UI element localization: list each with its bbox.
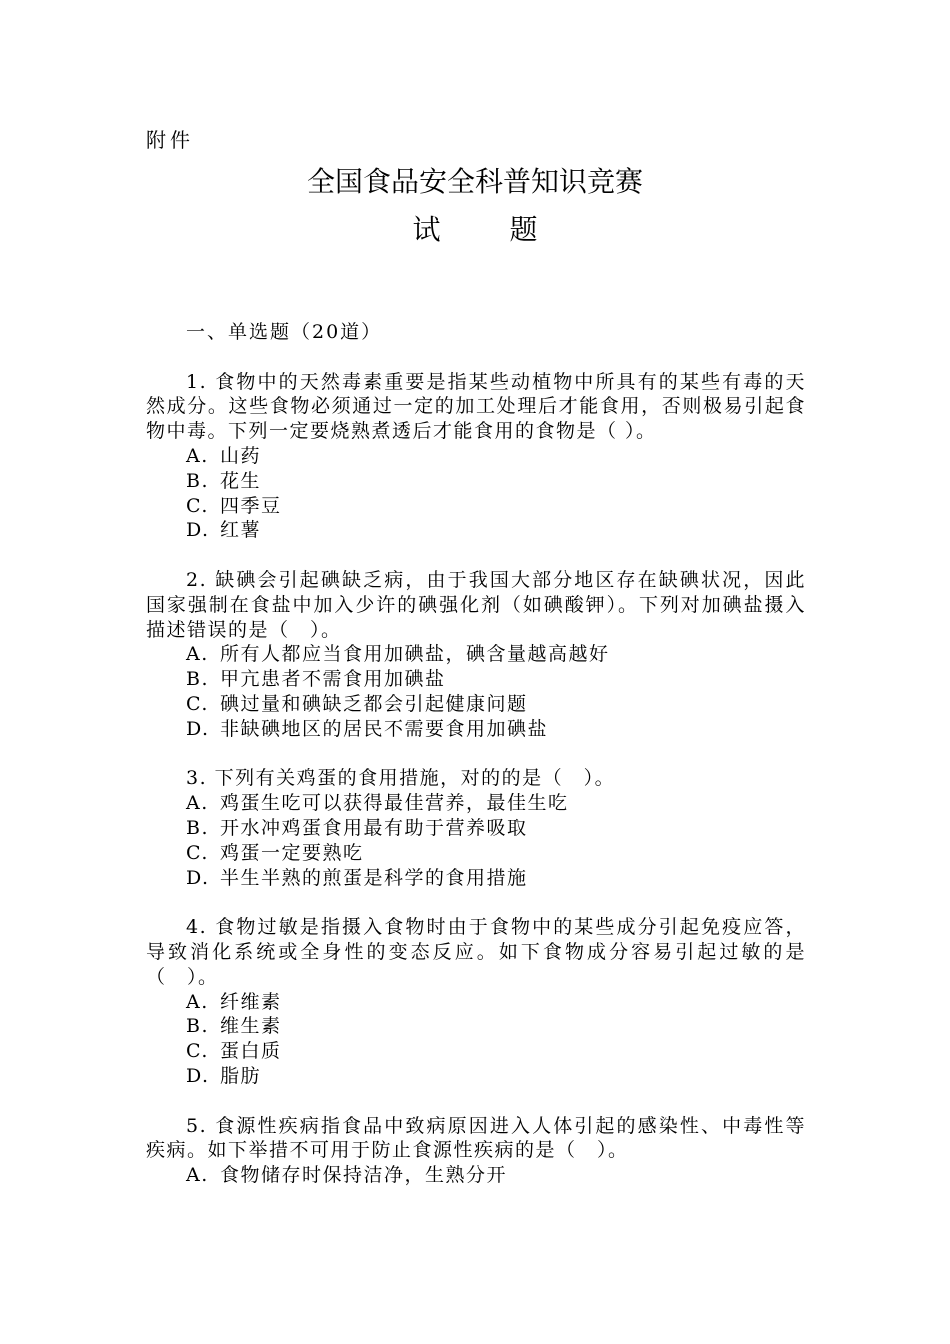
option-key: A. xyxy=(186,444,209,467)
option-a xyxy=(186,1163,806,1188)
option-key: C. xyxy=(186,494,209,517)
option-text: 脂肪 xyxy=(220,1064,262,1087)
option-text: 开水冲鸡蛋食用最有助于营养吸取 xyxy=(220,816,528,839)
option-key: A. xyxy=(186,1164,209,1187)
option-key: D. xyxy=(186,866,210,889)
option-text: 花生 xyxy=(220,469,262,492)
option-key: C. xyxy=(186,1040,209,1063)
question-stem: 3. 下列有关鸡蛋的食用措施，对的的是（ ）。 xyxy=(186,767,616,790)
document-body xyxy=(146,320,806,1213)
option-text: 蛋白质 xyxy=(220,1040,282,1063)
option-key: C. xyxy=(186,841,209,864)
document-subtitle: 试 题 xyxy=(412,213,568,246)
option-d xyxy=(186,1064,806,1089)
option-text: 半生半熟的煎蛋是科学的食用措施 xyxy=(220,866,528,889)
option-text: 四季豆 xyxy=(220,494,282,517)
option-c xyxy=(186,494,806,519)
option-text: 甲亢患者不需食用加碘盐 xyxy=(220,668,446,691)
option-text: 纤维素 xyxy=(220,990,282,1013)
option-key: D. xyxy=(186,519,210,542)
option-key: C. xyxy=(186,692,209,715)
option-key: B. xyxy=(186,816,210,839)
question-5 xyxy=(146,1114,806,1188)
document-title: 全国食品安全科普知识竞赛 xyxy=(306,165,643,198)
option-list xyxy=(146,1163,806,1188)
option-text: 山药 xyxy=(220,444,262,467)
option-list xyxy=(146,642,806,741)
option-text: 非缺碘地区的居民不需要食用加碘盐 xyxy=(220,717,549,740)
attachment-label: 附件 xyxy=(146,128,194,152)
option-b xyxy=(186,469,806,494)
question-1 xyxy=(146,370,806,544)
option-key: A. xyxy=(186,792,209,815)
option-key: B. xyxy=(186,469,210,492)
option-d xyxy=(186,518,806,543)
option-key: A. xyxy=(186,990,209,1013)
question-3 xyxy=(146,766,806,890)
option-list xyxy=(146,990,806,1089)
option-key: D. xyxy=(186,1064,210,1087)
question-4 xyxy=(146,915,806,1089)
option-b xyxy=(186,1014,806,1039)
section-heading: 一、单选题（20道） xyxy=(186,321,383,343)
option-key: D. xyxy=(186,717,210,740)
option-a xyxy=(186,990,806,1015)
option-c xyxy=(186,1039,806,1064)
option-key: A. xyxy=(186,643,209,666)
option-text: 食物储存时保持洁净，生熟分开 xyxy=(220,1164,508,1187)
option-d xyxy=(186,717,806,742)
option-b xyxy=(186,816,806,841)
question-2 xyxy=(146,568,806,742)
option-c xyxy=(186,692,806,717)
option-a xyxy=(186,791,806,816)
option-key: B. xyxy=(186,1015,210,1038)
question-stem: 5. 食源性疾病指食品中致病原因进入人体引起的感染性、中毒性等疾病。如下举措不可用于防止食源性疾病的是（ ）。 xyxy=(146,1114,806,1162)
option-key: B. xyxy=(186,668,210,691)
option-text: 红薯 xyxy=(220,519,262,542)
option-list xyxy=(146,444,806,543)
option-a xyxy=(186,642,806,667)
question-stem: 4. 食物过敏是指摄入食物时由于食物中的某些成分引起免疫应答，导致消化系统或全身性的变态反应。如下食物成分容易引起过敏的是（ ）。 xyxy=(146,916,806,988)
option-text: 所有人都应当食用加碘盐，碘含量越高越好 xyxy=(220,643,610,666)
question-stem: 1. 食物中的天然毒素重要是指某些动植物中所具有的某些有毒的天然成分。这些食物必须通过一定的加工处理后才能食用，否则极易引起食物中毒。下列一定要烧熟煮透后才能食用的食物是（ ）。 xyxy=(146,370,806,443)
option-a xyxy=(186,444,806,469)
option-text: 碘过量和碘缺乏都会引起健康问题 xyxy=(220,692,528,715)
option-b xyxy=(186,667,806,692)
option-d xyxy=(186,866,806,891)
option-text: 鸡蛋一定要熟吃 xyxy=(220,841,364,864)
question-stem: 2. 缺碘会引起碘缺乏病，由于我国大部分地区存在缺碘状况，因此国家强制在食盐中加入少许的碘强化剂（如碘酸钾）。下列对加碘盐摄入描述错误的是（ ）。 xyxy=(146,568,806,641)
option-text: 鸡蛋生吃可以获得最佳营养，最佳生吃 xyxy=(220,792,569,815)
option-text: 维生素 xyxy=(220,1015,282,1038)
option-c xyxy=(186,841,806,866)
option-list xyxy=(146,791,806,890)
